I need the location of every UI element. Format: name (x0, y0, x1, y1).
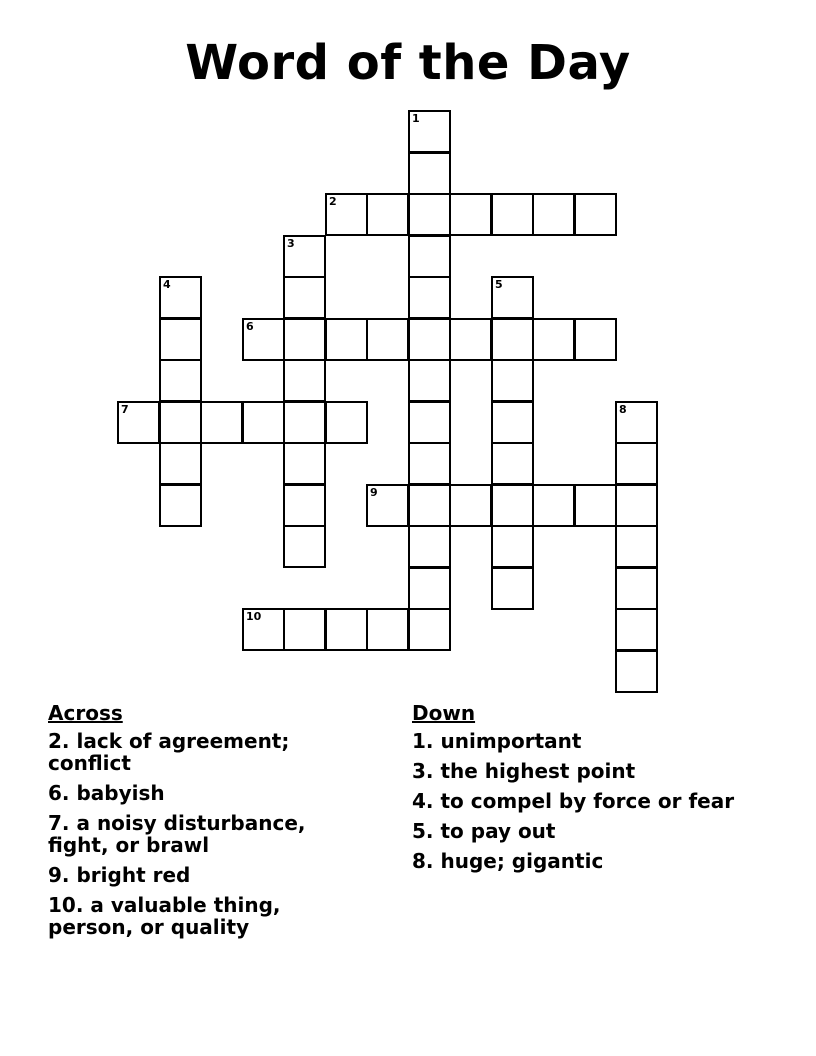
crossword-cell[interactable] (283, 318, 326, 361)
crossword-cell[interactable] (532, 318, 575, 361)
clue-text: huge; gigantic (440, 849, 604, 873)
crossword-cell[interactable] (283, 525, 326, 568)
clue-number: 7. (48, 811, 70, 835)
clue-number: 1. (412, 729, 434, 753)
clue-text: unimportant (440, 729, 582, 753)
crossword-cell[interactable] (325, 608, 368, 651)
clue-number: 9. (48, 863, 70, 887)
crossword-cell[interactable] (491, 401, 534, 444)
crossword-cell[interactable] (408, 401, 451, 444)
crossword-cell[interactable] (325, 401, 368, 444)
down-clue (412, 820, 742, 842)
crossword-cell[interactable] (242, 401, 285, 444)
crossword-cell[interactable] (408, 235, 451, 278)
crossword-cell[interactable] (408, 525, 451, 568)
crossword-cell[interactable] (283, 235, 326, 278)
page-title: Word of the Day (185, 35, 631, 91)
crossword-cell[interactable] (366, 484, 409, 527)
clue-number: 5. (412, 819, 434, 843)
across-clue (48, 812, 358, 856)
clue-number: 6. (48, 781, 70, 805)
crossword-cell[interactable] (117, 401, 160, 444)
clue-number: 8. (412, 849, 434, 873)
crossword-cell[interactable] (532, 484, 575, 527)
crossword-cell[interactable] (408, 484, 451, 527)
crossword-cell[interactable] (159, 318, 202, 361)
crossword-cell[interactable] (283, 608, 326, 651)
crossword-cell[interactable] (408, 608, 451, 651)
crossword-cell[interactable] (408, 110, 451, 153)
clue-text: lack of agreement; conflict (48, 729, 290, 775)
crossword-cell[interactable] (242, 608, 285, 651)
cell-number: 10 (246, 610, 262, 623)
crossword-cell[interactable] (200, 401, 243, 444)
crossword-cell[interactable] (574, 484, 617, 527)
crossword-cell[interactable] (615, 650, 658, 693)
crossword-cell[interactable] (366, 193, 409, 236)
clue-text: to compel by force or fear (440, 789, 735, 813)
cell-number: 5 (495, 278, 503, 291)
crossword-cell[interactable] (366, 608, 409, 651)
clue-number: 4. (412, 789, 434, 813)
crossword-cell[interactable] (615, 567, 658, 610)
clue-number: 2. (48, 729, 70, 753)
clue-number: 3. (412, 759, 434, 783)
crossword-cell[interactable] (242, 318, 285, 361)
crossword-cell[interactable] (615, 484, 658, 527)
crossword-cell[interactable] (574, 193, 617, 236)
crossword-cell[interactable] (449, 318, 492, 361)
clue-text: a noisy disturbance, fight, or brawl (48, 811, 306, 857)
clue-text: bright red (76, 863, 191, 887)
cell-number: 6 (246, 320, 254, 333)
crossword-cell[interactable] (532, 193, 575, 236)
cell-number: 3 (287, 237, 295, 250)
clue-number: 10. (48, 893, 84, 917)
crossword-cell[interactable] (408, 567, 451, 610)
crossword-cell[interactable] (491, 359, 534, 402)
crossword-cell[interactable] (491, 567, 534, 610)
crossword-cell[interactable] (449, 484, 492, 527)
crossword-cell[interactable] (408, 193, 451, 236)
across-clue (48, 864, 358, 886)
crossword-cell[interactable] (491, 276, 534, 319)
crossword-cell[interactable] (491, 484, 534, 527)
crossword-cell[interactable] (366, 318, 409, 361)
clue-text: a valuable thing, person, or quality (48, 893, 281, 939)
crossword-cell[interactable] (491, 193, 534, 236)
crossword-cell[interactable] (159, 484, 202, 527)
cell-number: 2 (329, 195, 337, 208)
across-clue (48, 894, 358, 938)
crossword-cell[interactable] (615, 608, 658, 651)
crossword-cell[interactable] (283, 484, 326, 527)
down-clue (412, 760, 742, 782)
crossword-cell[interactable] (491, 525, 534, 568)
crossword-cell[interactable] (615, 401, 658, 444)
crossword-cell[interactable] (615, 442, 658, 485)
crossword-cell[interactable] (283, 442, 326, 485)
cell-number: 9 (370, 486, 378, 499)
cell-number: 8 (619, 403, 627, 416)
crossword-cell[interactable] (574, 318, 617, 361)
crossword-cell[interactable] (408, 442, 451, 485)
down-clue (412, 730, 742, 752)
cell-number: 4 (163, 278, 171, 291)
across-clue (48, 730, 358, 774)
crossword-cell[interactable] (449, 193, 492, 236)
down-heading: Down (412, 701, 476, 725)
crossword-cell[interactable] (325, 193, 368, 236)
down-clues (412, 700, 742, 880)
crossword-cell[interactable] (491, 442, 534, 485)
crossword-cell[interactable] (159, 442, 202, 485)
down-clue (412, 790, 742, 812)
clue-text: babyish (76, 781, 165, 805)
across-heading: Across (48, 701, 123, 725)
crossword-cell[interactable] (283, 401, 326, 444)
crossword-cell[interactable] (408, 359, 451, 402)
clue-text: to pay out (440, 819, 556, 843)
clue-text: the highest point (440, 759, 636, 783)
crossword-cell[interactable] (159, 401, 202, 444)
crossword-cell[interactable] (283, 359, 326, 402)
crossword-cell[interactable] (491, 318, 534, 361)
cell-number: 1 (412, 112, 420, 125)
crossword-cell[interactable] (159, 359, 202, 402)
crossword-cell[interactable] (408, 152, 451, 195)
crossword-cell[interactable] (408, 276, 451, 319)
cell-number: 7 (121, 403, 129, 416)
crossword-cell[interactable] (283, 276, 326, 319)
down-clue (412, 850, 742, 872)
crossword-cell[interactable] (159, 276, 202, 319)
across-clues (48, 700, 358, 946)
crossword-cell[interactable] (408, 318, 451, 361)
across-clue (48, 782, 358, 804)
crossword-cell[interactable] (615, 525, 658, 568)
crossword-cell[interactable] (325, 318, 368, 361)
